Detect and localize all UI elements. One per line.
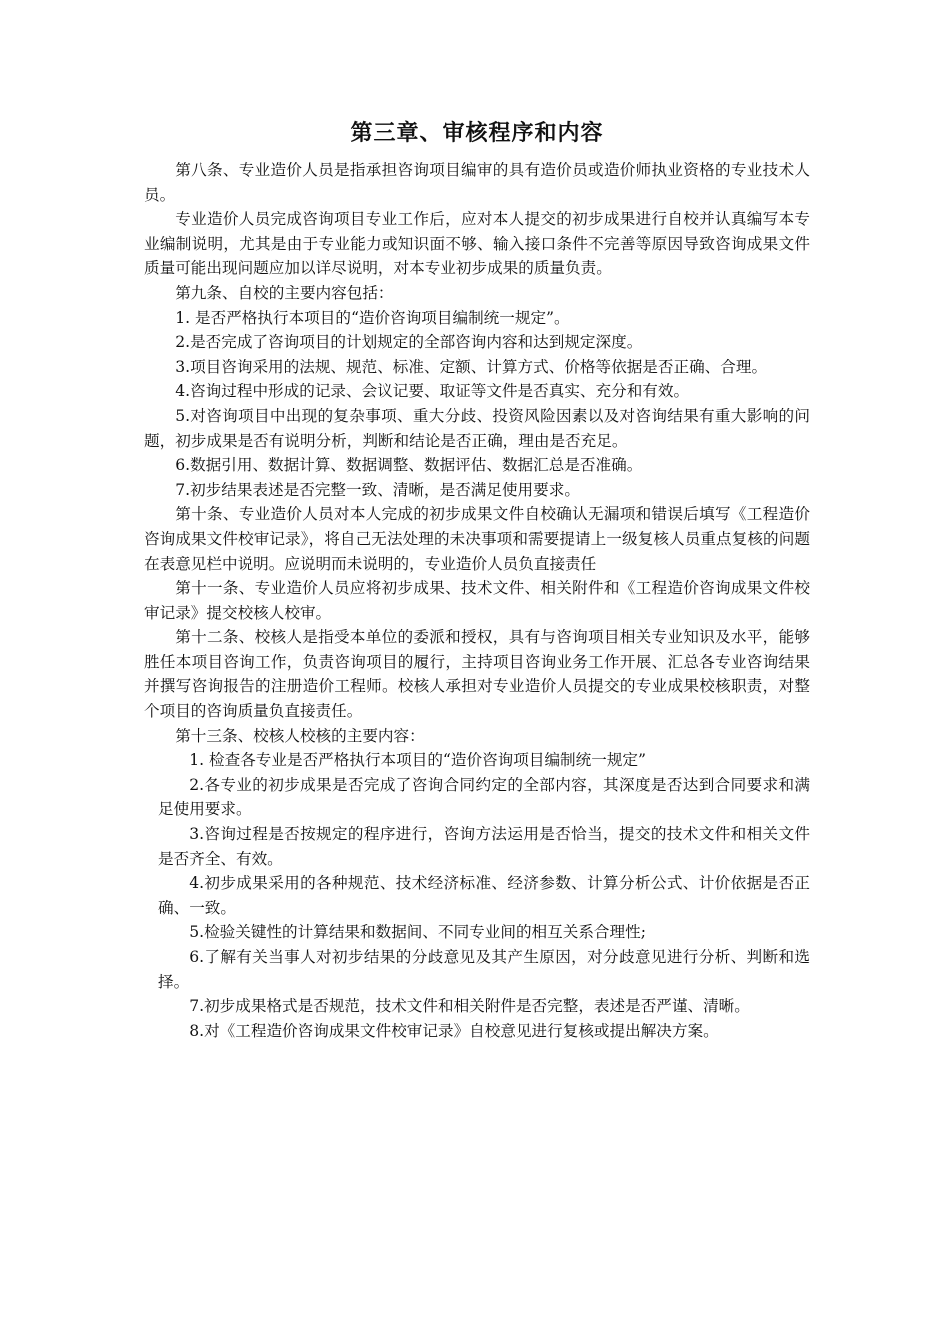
- review-item-8: 8.对《工程造价咨询成果文件校审记录》自校意见进行复核或提出解决方案。: [189, 1021, 719, 1040]
- article-10: 第十条、专业造价人员对本人完成的初步成果文件自校确认无漏项和错误后填写《工程造价咨询成果文件校审记录》，将自己无法处理的未决事项和需要提请上一级复核人员重点复核的问题在表意见栏中说明。应说明而未说明的，专业造价人员负直接责任: [144, 505, 810, 573]
- article-12: 第十二条、校核人是指受本单位的委派和授权，具有与咨询项目相关专业知识及水平，能够胜任本项目咨询工作，负责咨询项目的履行，主持项目咨询业务工作开展、汇总各专业咨询结果并撰写咨询报告的注册造价工程师。校核人承担对专业造价人员提交的专业成果校核职责，对整个项目的咨询质量负直接责任。: [144, 628, 810, 721]
- review-item-5: 5.检验关键性的计算结果和数据间、不同专业间的相互关系合理性;: [189, 923, 646, 942]
- self-check-item-5: 5.对咨询项目中出现的复杂事项、重大分歧、投资风险因素以及对咨询结果有重大影响的问题，初步成果是否有说明分析，判断和结论是否正确，理由是否充足。: [144, 406, 810, 450]
- review-item-7: 7.初步成果格式是否规范，技术文件和相关附件是否完整，表述是否严谨、清晰。: [189, 997, 750, 1016]
- self-check-item-7: 7.初步结果表述是否完整一致、清晰，是否满足使用要求。: [175, 480, 580, 499]
- article-8: 第八条、专业造价人员是指承担咨询项目编审的具有造价员或造价师执业资格的专业技术人员。: [144, 161, 810, 204]
- self-check-item-2: 2.是否完成了咨询项目的计划规定的全部咨询内容和达到规定深度。: [175, 333, 643, 352]
- review-item-6: 6.了解有关当事人对初步结果的分歧意见及其产生原因，对分歧意见进行分析、判断和选择。: [158, 948, 810, 991]
- self-check-item-4: 4.咨询过程中形成的记录、会议记要、取证等文件是否真实、充分和有效。: [175, 382, 690, 401]
- article-13: 第十三条、校核人校核的主要内容：: [175, 726, 425, 745]
- chapter-title: 第三章、审核程序和内容: [350, 120, 604, 146]
- article-9: 第九条、自校的主要内容包括：: [175, 283, 394, 302]
- self-check-item-6: 6.数据引用、数据计算、数据调整、数据评估、数据汇总是否准确。: [175, 456, 643, 475]
- document-page: [144, 118, 810, 1043]
- self-check-item-3: 3.项目咨询采用的法规、规范、标准、定额、计算方式、价格等依据是否正确、合理。: [175, 357, 768, 376]
- article-11: 第十一条、专业造价人员应将初步成果、技术文件、相关附件和《工程造价咨询成果文件校审记录》提交校核人校审。: [144, 579, 810, 622]
- article-8-detail: 专业造价人员完成咨询项目专业工作后，应对本人提交的初步成果进行自校并认真编写本专业编制说明，尤其是由于专业能力或知识面不够、输入接口条件不完善等原因导致咨询成果文件质量可能出现问题应加以详尽说明，对本专业初步成果的质量负责。: [144, 210, 810, 278]
- review-item-3: 3.咨询过程是否按规定的程序进行，咨询方法运用是否恰当，提交的技术文件和相关文件是否齐全、有效。: [158, 825, 810, 868]
- review-item-4: 4.初步成果采用的各种规范、技术经济标准、经济参数、计算分析公式、计价依据是否正确、一致。: [158, 874, 810, 917]
- review-item-1: 1. 检查各专业是否严格执行本项目的“造价咨询项目编制统一规定”: [189, 751, 646, 770]
- self-check-item-1: 1. 是否严格执行本项目的“造价咨询项目编制统一规定”。: [175, 308, 570, 327]
- review-item-2: 2.各专业的初步成果是否完成了咨询合同约定的全部内容，其深度是否达到合同要求和满足使用要求。: [158, 775, 810, 819]
